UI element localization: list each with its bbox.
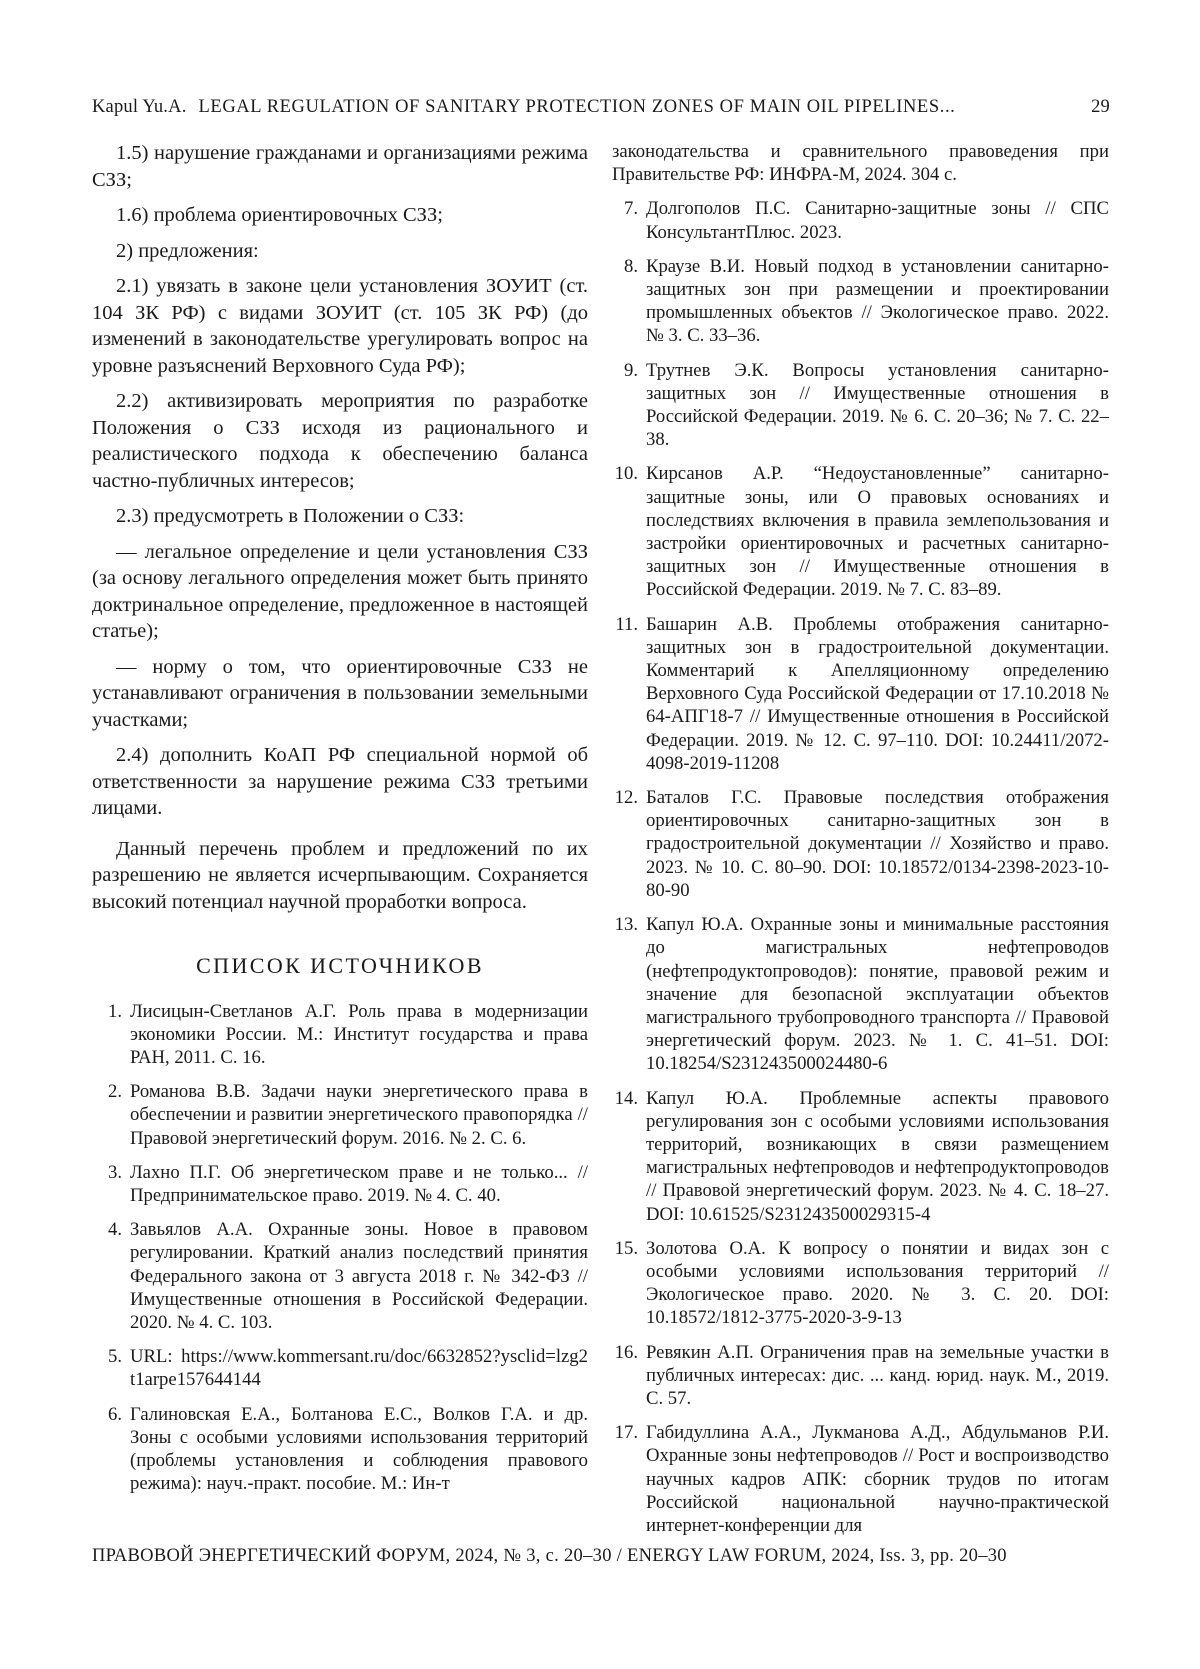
reference-text: Ревякин А.П. Ограничения прав на земельные участки в публичных интересах: дис. ... канд. юрид. наук. М., 2019. С. 57. [646, 1341, 1109, 1409]
reference-text: Долгополов П.С. Санитарно-защитные зоны // СПС КонсультантПлюс. 2023. [646, 198, 1109, 243]
reference-number: 16. [614, 1341, 638, 1363]
right-column [612, 140, 1109, 1548]
paragraph: 2.1) увязать в законе цели установления ЗОУИТ (ст. 104 ЗК РФ) с видами ЗОУИТ (ст. 105 ЗК РФ) (до изменений в законодательстве урегулировать вопрос на уровне разъяснений Верховного Суда РФ); [92, 275, 588, 377]
header-author: Kapul Yu.A. [92, 97, 187, 117]
reference-item [92, 1161, 588, 1207]
reference-text: Кирсанов А.Р. “Недоустановленные” санитарно-защитные зоны, или О правовых основаниях и последствиях включения в правила землепользования и застройки ориентировочных и расчетных санитарно-защитных зон // Имущественные отношения в Российской Федерации. 2019. № 7. С. 83–89. [646, 463, 1109, 601]
reference-text: Золотова О.А. К вопросу о понятии и видах зон с особыми условиями использования территорий // Экологическое право. 2020. № 3. С. 20. DOI: 10.18572/1812-3775-2020-3-9-13 [646, 1237, 1109, 1329]
reference-item [612, 462, 1109, 601]
reference-number: 2. [107, 1081, 122, 1103]
reference-number: 10. [614, 463, 638, 485]
paragraph: 1.5) нарушение гражданами и организациями режима СЗЗ; [92, 142, 588, 191]
left-column [92, 140, 588, 1506]
reference-text: Лисицын-Светланов А.Г. Роль права в модернизации экономики России. М.: Институт государства и права РАН, 2011. С. 16. [130, 1000, 588, 1068]
reference-item [612, 1341, 1109, 1411]
reference-text: Башарин А.В. Проблемы отображения санитарно-защитных зон в градостроительной документации. Комментарий к Апелляционному определению Верховного Суда Российской Федерации от 17.10.2018 № 64-АПГ18-7 // Имущественные отношения в Российской Федерации. 2019. № 12. С. 97–110. DOI: 10.24411/2072-4098-2019-11208 [646, 613, 1109, 774]
reference-list [612, 197, 1109, 1537]
reference-number: 14. [614, 1087, 638, 1109]
reference-number: 12. [614, 787, 638, 809]
paragraph: — норму о том, что ориентировочные СЗЗ не устанавливают ограничения в пользовании земельными участками; [92, 655, 588, 731]
paragraph: — легальное определение и цели установления СЗЗ (за основу легального определения может быть принято доктринальное определение, предложенное в настоящей статье); [92, 540, 588, 642]
paragraph: 2) предложения: [116, 239, 259, 262]
reference-number: 1. [107, 1000, 122, 1022]
paragraph: 2.2) активизировать мероприятия по разработке Положения о СЗЗ исходя из рационального и реалистического подхода к обеспечению баланса частно-публичных интересов; [92, 390, 588, 492]
continued-reference-text: законодательства и сравнительного правоведения при Правительстве РФ: ИНФРА-М, 2024. 304 с. [612, 141, 1109, 186]
reference-item [612, 913, 1109, 1075]
reference-item [612, 359, 1109, 452]
reference-item [612, 1087, 1109, 1226]
reference-text: Галиновская Е.А., Болтанова Е.С., Волков Г.А. и др. Зоны с особыми условиями использования территорий (проблемы установления и соблюдения правового режима): науч.-практ. пособие. М.: Ин-т [130, 1403, 588, 1495]
page-number: 29 [1091, 97, 1110, 117]
reference-item [92, 1218, 588, 1334]
reference-number: 11. [615, 613, 638, 635]
paragraph: 1.6) проблема ориентировочных СЗЗ; [116, 204, 443, 226]
header-article-title: LEGAL REGULATION OF SANITARY PROTECTION ZONES OF MAIN OIL PIPELINES... [198, 97, 956, 117]
reference-item [612, 786, 1109, 902]
reference-item [612, 255, 1109, 348]
reference-text: Краузе В.И. Новый подход в установлении санитарно-защитных зон при размещении и проектировании промышленных объектов // Экологическое право. 2022. № 3. С. 33–36. [646, 255, 1109, 347]
reference-text: Капул Ю.А. Охранные зоны и минимальные расстояния до магистральных нефтепроводов (нефтепродуктопроводов): понятие, правовой режим и значение для безопасной эксплуатации объектов магистрального трубопроводного транспорта // Правовой энергетический форум. 2023. № 1. С. 41–51. DOI: 10.18254/S231243500024480-6 [646, 914, 1109, 1075]
references-heading: СПИСОК ИСТОЧНИКОВ [196, 953, 484, 978]
reference-number: 13. [614, 914, 638, 936]
reference-item [92, 1403, 588, 1496]
reference-item [92, 1080, 588, 1150]
reference-item [612, 197, 1109, 243]
reference-number: 9. [623, 359, 638, 381]
reference-text: Габидуллина А.А., Лукманова А.Д., Абдульманов Р.И. Охранные зоны нефтепроводов // Рост и воспроизводство научных кадров АПК: сборник трудов по итогам Российской национальной научно-практической интернет-конференции для [646, 1422, 1109, 1536]
reference-number: 6. [107, 1403, 122, 1425]
reference-url-text: URL: https://www.kommersant.ru/doc/6632852?ysclid=lzg2t1arpe157644144 [130, 1346, 588, 1391]
reference-number: 7. [623, 198, 638, 220]
reference-number: 4. [107, 1219, 122, 1241]
reference-number: 17. [614, 1422, 638, 1444]
paragraph: 2.4) дополнить КоАП РФ специальной нормой об ответственности за нарушение режима СЗЗ третьими лицами. [92, 744, 588, 819]
reference-number: 5. [107, 1346, 122, 1368]
running-header [92, 97, 1110, 118]
paragraph: 2.3) предусмотреть в Положении о СЗЗ: [116, 505, 465, 527]
reference-text: Капул Ю.А. Проблемные аспекты правового регулирования зон с особыми условиями использования территорий, возникающих в связи размещением магистральных нефтепроводов и нефтепродуктопроводов // Правовой энергетический форум. 2023. № 4. С. 18–27. DOI: 10.61525/S231243500029315-4 [646, 1087, 1109, 1225]
reference-number: 3. [107, 1161, 122, 1183]
reference-item [612, 613, 1109, 775]
reference-number: 8. [623, 255, 638, 277]
reference-list [92, 1000, 588, 1496]
reference-text: Романова В.В. Задачи науки энергетического права в обеспечении и развитии энергетического правопорядка // Правовой энергетический форум. 2016. № 2. С. 6. [130, 1081, 588, 1149]
reference-number: 15. [614, 1237, 638, 1259]
reference-item [92, 1345, 588, 1391]
reference-text: Лахно П.Г. Об энергетическом праве и не только... // Предпринимательское право. 2019. № 4. С. 40. [130, 1161, 588, 1206]
paragraph: Данный перечень проблем и предложений по их разрешению не является исчерпывающим. Сохраняется высокий потенциал научной проработки вопроса. [92, 837, 588, 913]
reference-item [92, 1000, 588, 1070]
reference-text: Завьялов А.А. Охранные зоны. Новое в правовом регулировании. Краткий анализ последствий принятия Федерального закона от 3 августа 2018 г. № 342-ФЗ // Имущественные отношения в Российской Федерации. 2020. № 4. С. 103. [130, 1219, 588, 1333]
reference-text: Баталов Г.С. Правовые последствия отображения ориентировочных санитарно-защитных зон в градостроительной документации // Хозяйство и право. 2023. № 10. С. 80–90. DOI: 10.18572/0134-2398-2023-10-80-90 [646, 787, 1109, 901]
journal-footer: ПРАВОВОЙ ЭНЕРГЕТИЧЕСКИЙ ФОРУМ, 2024, № 3, с. 20–30 / ENERGY LAW FORUM, 2024, Iss. 3, pp. 20–30 [92, 1546, 1007, 1566]
reference-item [612, 1421, 1109, 1537]
reference-item [612, 1237, 1109, 1330]
reference-text: Трутнев Э.К. Вопросы установления санитарно-защитных зон // Имущественные отношения в Российской Федерации. 2019. № 6. С. 20–36; № 7. С. 22–38. [646, 359, 1109, 451]
